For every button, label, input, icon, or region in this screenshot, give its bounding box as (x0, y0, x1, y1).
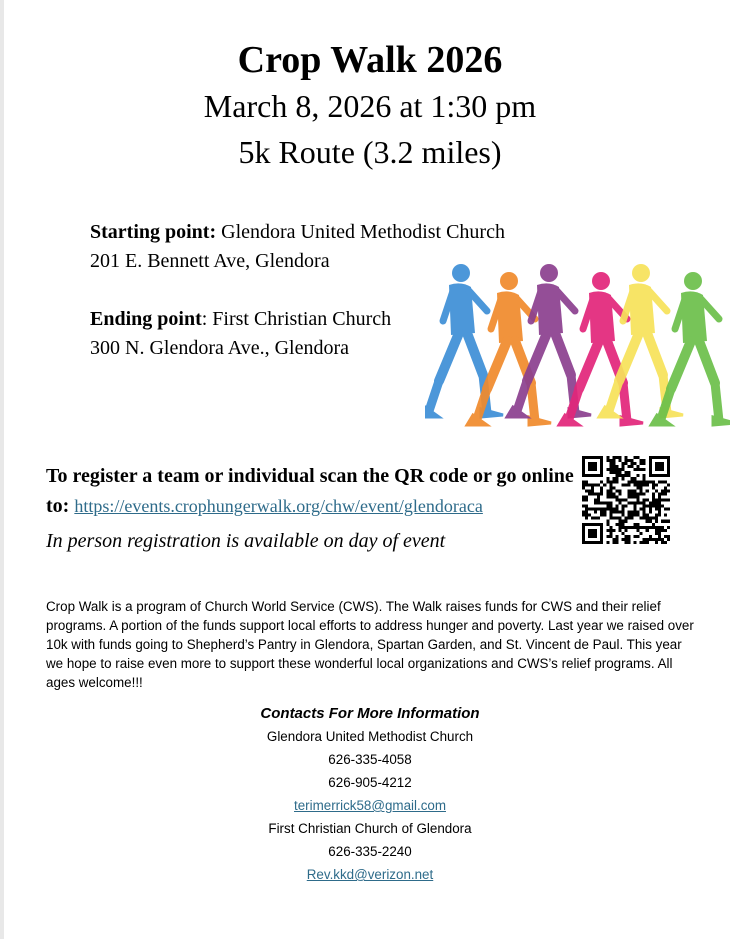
register-link[interactable]: https://events.crophungerwalk.org/chw/event/glendoraca (74, 496, 483, 516)
register-text: To register a team or individual scan the QR code or go online to: (46, 465, 574, 517)
description-paragraph: Crop Walk is a program of Church World Service (CWS). The Walk raises funds for CWS and their relief programs. A portion of the funds support local efforts to address hunger and poverty. Last year we raised over 10k with funds going to Shepherd’s Pantry in Glendora, Spartan Garden, and St. Vincent de Paul. This year we hope to raise even more to support these wonderful local organizations and CWS’s relief programs. All ages welcome!!! (46, 599, 694, 690)
register-instructions (46, 461, 576, 521)
walker-figure (651, 272, 730, 425)
contact-org2: First Christian Church of Glendora (268, 821, 472, 836)
ending-point-place: : First Christian Church (201, 308, 392, 330)
contacts-block (0, 703, 734, 886)
contact-org1-phone2: 626-905-4212 (328, 775, 412, 790)
contact-org1-phone1: 626-335-4058 (328, 752, 412, 767)
starting-point-place: Glendora United Methodist Church (216, 221, 505, 243)
starting-point-address: 201 E. Bennett Ave, Glendora (90, 250, 330, 272)
starting-point-label: Starting point: (90, 221, 217, 243)
walkers-illustration (425, 255, 730, 430)
event-title: Crop Walk 2026 (237, 39, 503, 81)
ending-point-address: 300 N. Glendora Ave., Glendora (90, 337, 350, 359)
ending-point-label: Ending point (90, 308, 202, 330)
in-person-note: In person registration is available on day of event (46, 530, 446, 552)
event-route: 5k Route (3.2 miles) (238, 134, 502, 170)
event-date: March 8, 2026 at 1:30 pm (203, 88, 537, 124)
contact-org1: Glendora United Methodist Church (266, 729, 474, 744)
contact-org2-phone: 626-335-2240 (328, 844, 412, 859)
ending-point (90, 305, 391, 363)
walker-figure (425, 264, 503, 417)
contact-org1-email[interactable]: terimerrick58@gmail.com (294, 798, 446, 813)
contact-org2-email[interactable]: Rev.kkd@verizon.net (306, 867, 434, 882)
qr-code (582, 456, 670, 544)
contacts-heading: Contacts For More Information (260, 705, 480, 722)
